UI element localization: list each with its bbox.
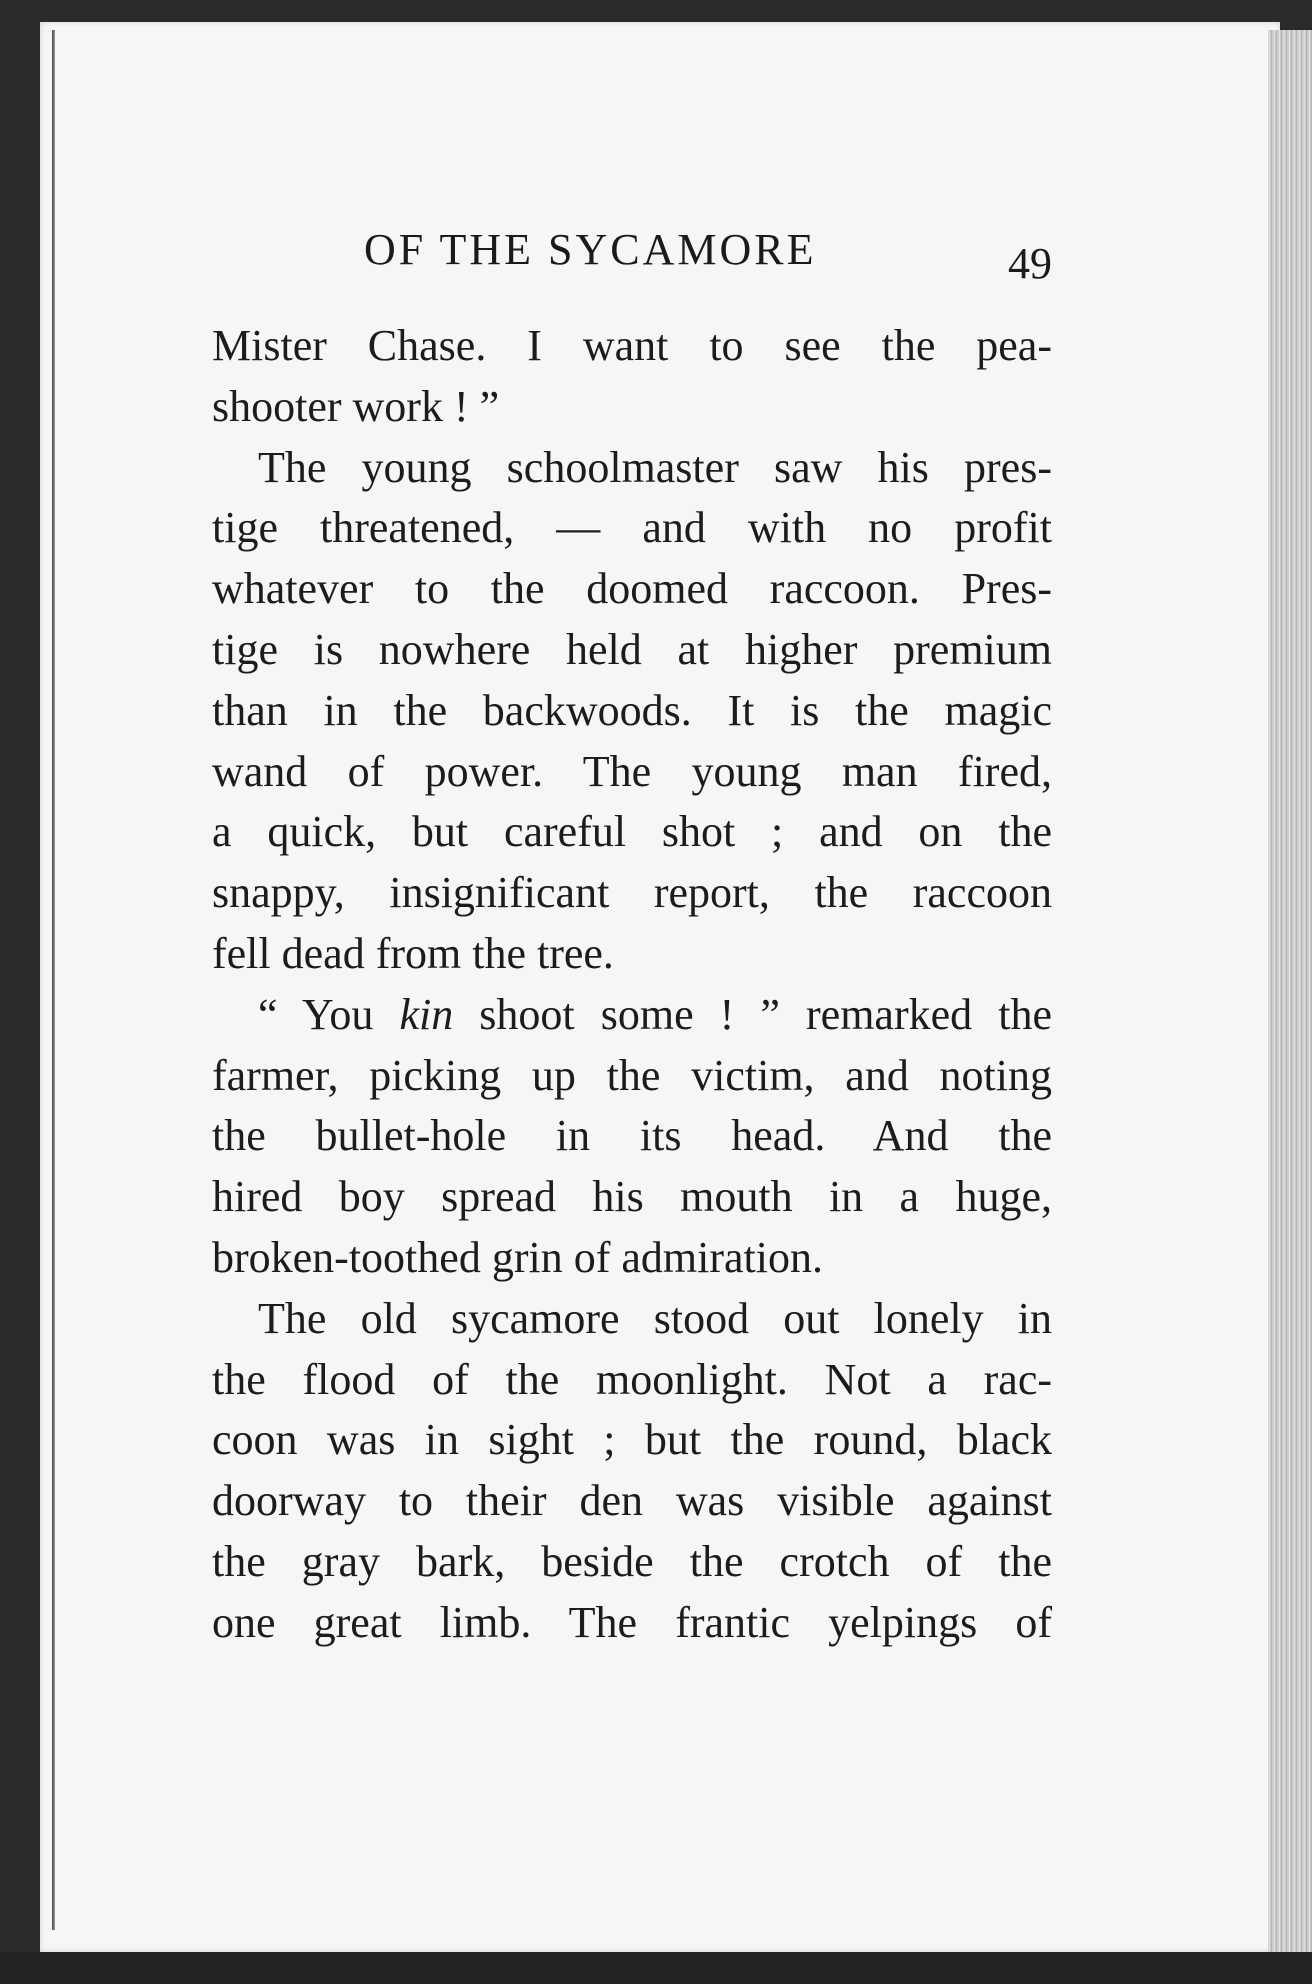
- text-line: whatever to the doomed raccoon. Pres-: [212, 564, 1052, 614]
- dialect-word: kin: [399, 989, 454, 1039]
- running-head: [364, 218, 1064, 288]
- text-line: tige is nowhere held at higher premium: [212, 624, 1052, 674]
- text-line: the gray bark, beside the crotch of the: [212, 1536, 1052, 1586]
- text-line: one great limb. The frantic yelpings of: [212, 1597, 1052, 1647]
- text-line: than in the backwoods. It is the magic: [212, 685, 1052, 735]
- quote-start: “ You: [258, 989, 400, 1039]
- text-line: fell dead from the tree.: [212, 928, 614, 978]
- page-number: 49: [1008, 239, 1052, 288]
- gutter-edge: [52, 30, 55, 1930]
- paragraph: [212, 1289, 1052, 1654]
- text-line: shooter work ! ”: [212, 381, 500, 431]
- text-line: The old sycamore stood out lonely in: [258, 1293, 1052, 1343]
- text-line: farmer, picking up the victim, and noting: [212, 1050, 1052, 1100]
- text-line: hired boy spread his mouth in a huge,: [212, 1172, 1052, 1222]
- text-line: coon was in sight ; but the round, black: [212, 1415, 1052, 1465]
- quote-rest: shoot some ! ” remarked the: [453, 989, 1052, 1039]
- paragraph: [212, 985, 1052, 1289]
- text-line: the bullet-hole in its head. And the: [212, 1111, 1052, 1161]
- text-line: doorway to their den was visible against: [212, 1476, 1052, 1526]
- text-line: the flood of the moonlight. Not a rac-: [212, 1354, 1052, 1404]
- paragraph: [212, 316, 1052, 438]
- body-text: [212, 316, 1052, 1654]
- scan-bottom-border: [0, 1952, 1312, 1984]
- text-line: The young schoolmaster saw his pres-: [258, 442, 1052, 492]
- text-line: [212, 985, 1052, 1046]
- text-line: snappy, insignificant report, the raccoon: [212, 868, 1052, 918]
- text-line: a quick, but careful shot ; and on the: [212, 807, 1052, 857]
- paragraph: [212, 438, 1052, 985]
- text-line: tige threatened, — and with no profit: [212, 503, 1052, 553]
- running-title: OF THE SYCAMORE: [364, 225, 817, 274]
- text-line: broken-toothed grin of admiration.: [212, 1232, 823, 1282]
- text-line: Mister Chase. I want to see the pea-: [212, 321, 1052, 370]
- page-stack-edge: [1268, 30, 1312, 1960]
- text-line: wand of power. The young man fired,: [212, 746, 1052, 796]
